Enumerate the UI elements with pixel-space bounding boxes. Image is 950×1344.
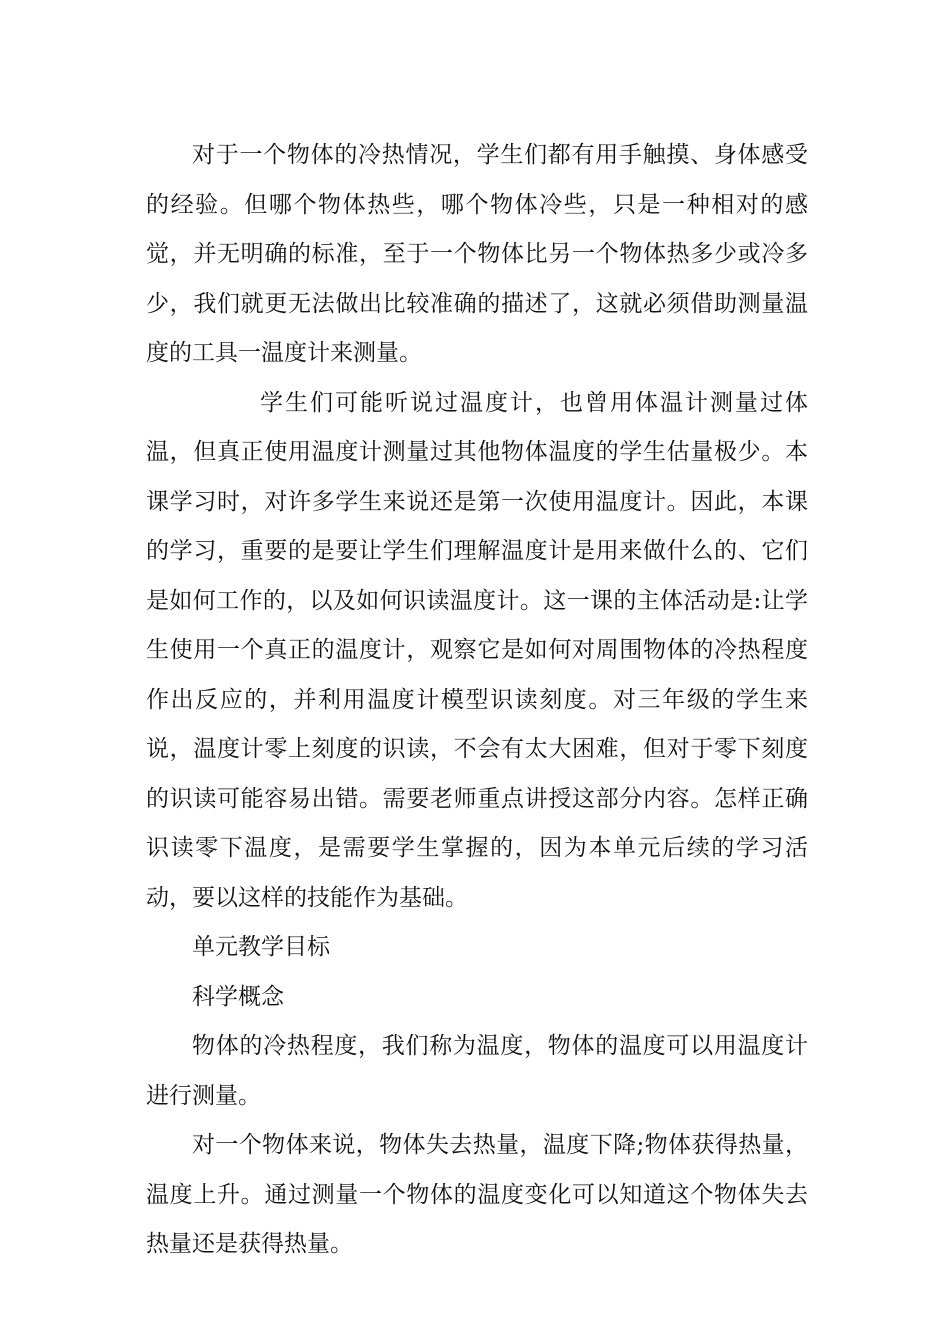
paragraph-temperature-definition: 物体的冷热程度，我们称为温度，物体的温度可以用温度计进行测量。 — [146, 1033, 808, 1109]
paragraph-intro: 对于一个物体的冷热情况，学生们都有用手触摸、身体感受的经验。但哪个物体热些，哪个物体冷些，只是一种相对的感觉，并无明确的标准，至于一个物体比另一个物体热多少或冷多少，我们就更无法做出比较准确的描述了，这就必须借助测量温度的工具一温度计来测量。 — [146, 142, 808, 366]
heading-unit-objectives: 单元教学目标 — [192, 934, 330, 960]
paragraph-heat-change: 对一个物体来说，物体失去热量，温度下降;物体获得热量，温度上升。通过测量一个物体的温度变化可以知道这个物体失去热量还是获得热量。 — [146, 1132, 808, 1257]
paragraph-thermometer-lesson: 学生们可能听说过温度计，也曾用体温计测量过体温，但真正使用温度计测量过其他物体温度的学生估量极少。本课学习时，对许多学生来说还是第一次使用温度计。因此，本课的学习，重要的是要让学生们理解温度计是用来做什么的、它们是如何工作的，以及如何识读温度计。这一课的主体活动是:让学生使用一个真正的温度计，观察它是如何对周围物体的冷热程度作出反应的，并利用温度计模型识读刻度。对三年级的学生来说，温度计零上刻度的识读，不会有太大困难，但对于零下刻度的识读可能容易出错。需要老师重点讲授这部分内容。怎样正确识读零下温度，是需要学生掌握的，因为本单元后续的学习活动，要以这样的技能作为基础。 — [146, 389, 808, 911]
heading-science-concepts: 科学概念 — [192, 983, 284, 1010]
document-body — [146, 131, 808, 1270]
